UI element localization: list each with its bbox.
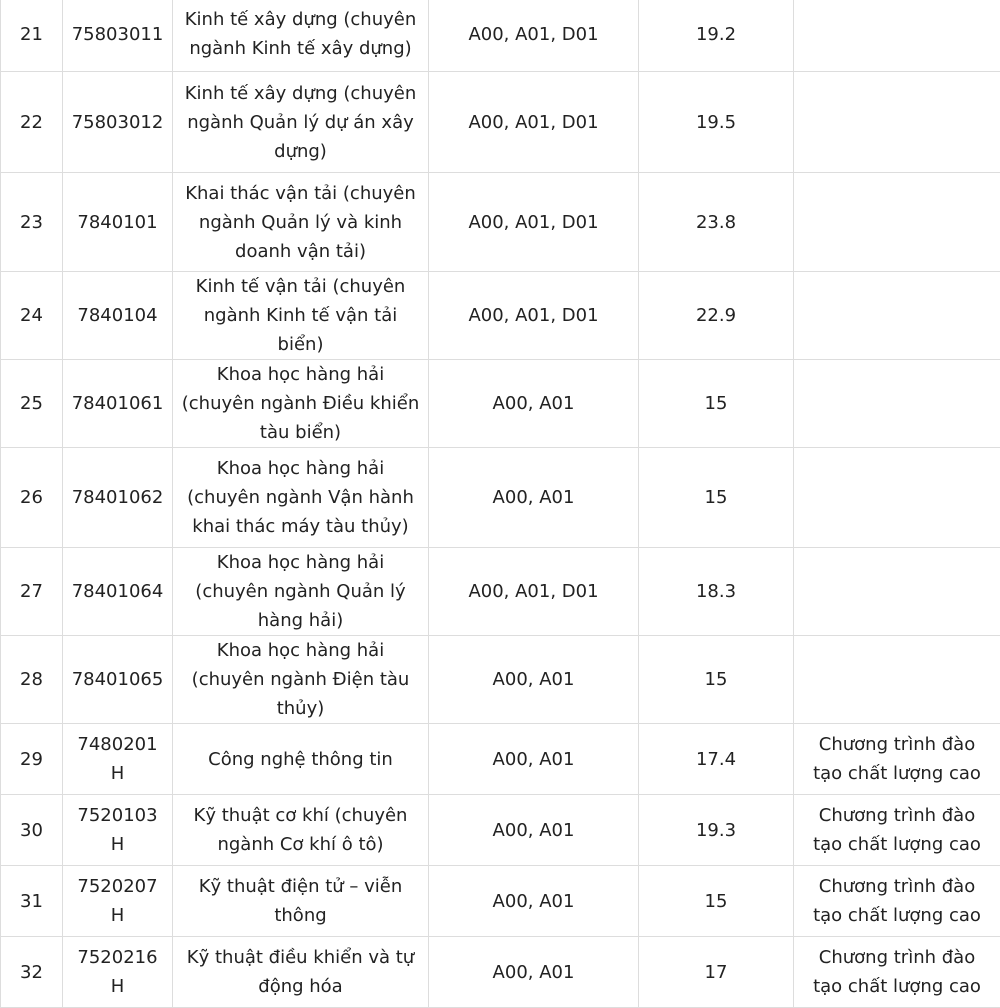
major-name-cell: Kinh tế xây dựng (chuyên ngành Kinh tế xây dựng) bbox=[173, 0, 429, 72]
score-cell: 17.4 bbox=[639, 724, 794, 795]
major-code-cell: 78401064 bbox=[63, 548, 173, 636]
major-name-cell: Kỹ thuật điều khiển và tự động hóa bbox=[173, 937, 429, 1008]
table-row bbox=[1, 0, 1000, 72]
score-cell: 19.5 bbox=[639, 72, 794, 173]
subject-groups-cell: A00, A01, D01 bbox=[429, 72, 639, 173]
subject-groups-cell: A00, A01 bbox=[429, 866, 639, 937]
subject-groups-cell: A00, A01, D01 bbox=[429, 173, 639, 272]
major-name-cell: Kinh tế xây dựng (chuyên ngành Quản lý dự án xây dựng) bbox=[173, 72, 429, 173]
note-cell bbox=[794, 448, 1000, 548]
table-row bbox=[1, 448, 1000, 548]
table-row bbox=[1, 360, 1000, 448]
major-name-cell: Khoa học hàng hải (chuyên ngành Điều khiển tàu biển) bbox=[173, 360, 429, 448]
table-row bbox=[1, 72, 1000, 173]
table-row bbox=[1, 173, 1000, 272]
score-cell: 19.2 bbox=[639, 0, 794, 72]
major-code-cell: 7840101 bbox=[63, 173, 173, 272]
subject-groups-cell: A00, A01 bbox=[429, 795, 639, 866]
note-cell bbox=[794, 72, 1000, 173]
row-number-cell: 25 bbox=[1, 360, 63, 448]
row-number-cell: 21 bbox=[1, 0, 63, 72]
subject-groups-cell: A00, A01 bbox=[429, 360, 639, 448]
score-cell: 19.3 bbox=[639, 795, 794, 866]
score-cell: 18.3 bbox=[639, 548, 794, 636]
subject-groups-cell: A00, A01 bbox=[429, 724, 639, 795]
row-number-cell: 30 bbox=[1, 795, 63, 866]
note-cell bbox=[794, 173, 1000, 272]
major-name-cell: Kỹ thuật cơ khí (chuyên ngành Cơ khí ô tô) bbox=[173, 795, 429, 866]
note-cell: Chương trình đào tạo chất lượng cao bbox=[794, 795, 1000, 866]
table-row bbox=[1, 866, 1000, 937]
note-cell bbox=[794, 272, 1000, 360]
major-code-cell: 75803011 bbox=[63, 0, 173, 72]
subject-groups-cell: A00, A01 bbox=[429, 636, 639, 724]
major-code-cell: 7840104 bbox=[63, 272, 173, 360]
major-name-cell: Công nghệ thông tin bbox=[173, 724, 429, 795]
row-number-cell: 27 bbox=[1, 548, 63, 636]
major-code-cell: 7520216H bbox=[63, 937, 173, 1008]
score-cell: 15 bbox=[639, 360, 794, 448]
major-name-cell: Kỹ thuật điện tử – viễn thông bbox=[173, 866, 429, 937]
major-name-cell: Khoa học hàng hải (chuyên ngành Điện tàu thủy) bbox=[173, 636, 429, 724]
table-row bbox=[1, 937, 1000, 1008]
row-number-cell: 22 bbox=[1, 72, 63, 173]
note-cell bbox=[794, 0, 1000, 72]
note-cell bbox=[794, 636, 1000, 724]
row-number-cell: 29 bbox=[1, 724, 63, 795]
score-cell: 15 bbox=[639, 448, 794, 548]
note-cell bbox=[794, 360, 1000, 448]
major-code-cell: 78401062 bbox=[63, 448, 173, 548]
score-cell: 15 bbox=[639, 636, 794, 724]
table-row bbox=[1, 724, 1000, 795]
note-cell: Chương trình đào tạo chất lượng cao bbox=[794, 937, 1000, 1008]
score-cell: 15 bbox=[639, 866, 794, 937]
score-cell: 22.9 bbox=[639, 272, 794, 360]
row-number-cell: 24 bbox=[1, 272, 63, 360]
score-cell: 23.8 bbox=[639, 173, 794, 272]
major-code-cell: 7520103H bbox=[63, 795, 173, 866]
note-cell: Chương trình đào tạo chất lượng cao bbox=[794, 724, 1000, 795]
major-code-cell: 75803012 bbox=[63, 72, 173, 173]
row-number-cell: 32 bbox=[1, 937, 63, 1008]
subject-groups-cell: A00, A01, D01 bbox=[429, 548, 639, 636]
table-row bbox=[1, 795, 1000, 866]
row-number-cell: 23 bbox=[1, 173, 63, 272]
subject-groups-cell: A00, A01 bbox=[429, 937, 639, 1008]
major-name-cell: Khoa học hàng hải (chuyên ngành Vận hành khai thác máy tàu thủy) bbox=[173, 448, 429, 548]
major-code-cell: 78401061 bbox=[63, 360, 173, 448]
major-code-cell: 7520207H bbox=[63, 866, 173, 937]
major-code-cell: 78401065 bbox=[63, 636, 173, 724]
row-number-cell: 26 bbox=[1, 448, 63, 548]
note-cell bbox=[794, 548, 1000, 636]
subject-groups-cell: A00, A01 bbox=[429, 448, 639, 548]
major-name-cell: Khoa học hàng hải (chuyên ngành Quản lý hàng hải) bbox=[173, 548, 429, 636]
table-row bbox=[1, 636, 1000, 724]
major-name-cell: Kinh tế vận tải (chuyên ngành Kinh tế vận tải biển) bbox=[173, 272, 429, 360]
note-cell: Chương trình đào tạo chất lượng cao bbox=[794, 866, 1000, 937]
row-number-cell: 28 bbox=[1, 636, 63, 724]
table-row bbox=[1, 272, 1000, 360]
table-row bbox=[1, 548, 1000, 636]
major-name-cell: Khai thác vận tải (chuyên ngành Quản lý và kinh doanh vận tải) bbox=[173, 173, 429, 272]
subject-groups-cell: A00, A01, D01 bbox=[429, 0, 639, 72]
subject-groups-cell: A00, A01, D01 bbox=[429, 272, 639, 360]
major-code-cell: 7480201H bbox=[63, 724, 173, 795]
score-cell: 17 bbox=[639, 937, 794, 1008]
row-number-cell: 31 bbox=[1, 866, 63, 937]
